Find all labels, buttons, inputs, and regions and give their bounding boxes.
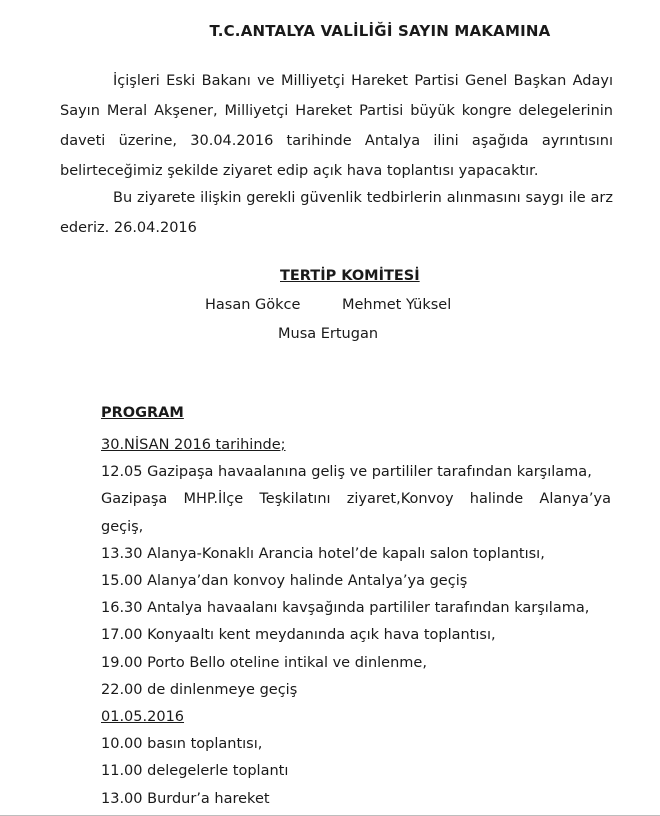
program-item: 22.00 de dinlenmeye geçiş	[101, 681, 298, 698]
document-title: T.C.ANTALYA VALİLİĞİ SAYIN MAKAMINA	[209, 22, 551, 40]
program-item: 11.00 delegelerle toplantı	[101, 763, 289, 780]
program-item: 12.05 Gazipaşa havaalanına geliş ve partililer tarafından karşılama,	[101, 464, 592, 481]
program-item: 13.30 Alanya-Konaklı Arancia hotel’de kapalı salon toplantısı,	[101, 545, 545, 562]
program-list	[101, 432, 611, 813]
program-date-heading: 30.NİSAN 2016 tarihinde;	[101, 437, 286, 453]
program-item: 13.00 Burdur’a hareket	[101, 790, 270, 807]
program-item: geçiş,	[101, 518, 144, 535]
program-item: Gazipaşa MHP.İlçe Teşkilatını ziyaret,Konvoy halinde Alanya’ya	[101, 491, 611, 508]
committee-title: TERTİP KOMİTESİ	[280, 268, 420, 284]
program-item: 10.00 basın toplantısı,	[101, 736, 263, 753]
committee-member: Hasan Gökce	[205, 297, 301, 313]
committee-member: Mehmet Yüksel	[342, 297, 452, 313]
program-item: 17.00 Konyaaltı kent meydanında açık hava toplantısı,	[101, 627, 496, 644]
committee-member: Musa Ertugan	[278, 326, 379, 342]
body-paragraph-1: İçişleri Eski Bakanı ve Milliyetçi Hareket Partisi Genel Başkan Adayı Sayın Meral Akşener, Milliyetçi Hareket Partisi büyük kongre delegelerinin daveti üzerine, 30.04.2016 tarihinde Antalya ilini aşağıda ayrıntısını belirteceğimiz şekilde ziyaret edip açık hava toplantısı yapacaktır.	[60, 73, 613, 179]
program-date-heading: 01.05.2016	[101, 709, 185, 726]
program-item: 19.00 Porto Bello oteline intikal ve dinlenme,	[101, 654, 427, 671]
program-title: PROGRAM	[101, 405, 184, 421]
program-item: 16.30 Antalya havaalanı kavşağında partililer tarafından karşılama,	[101, 600, 590, 617]
body-paragraph-2: Bu ziyarete ilişkin gerekli güvenlik tedbirlerin alınmasını saygı ile arz ederiz. 26.04.2016	[60, 190, 613, 236]
program-item: 15.00 Alanya’dan konvoy halinde Antalya’ya geçiş	[101, 573, 468, 590]
